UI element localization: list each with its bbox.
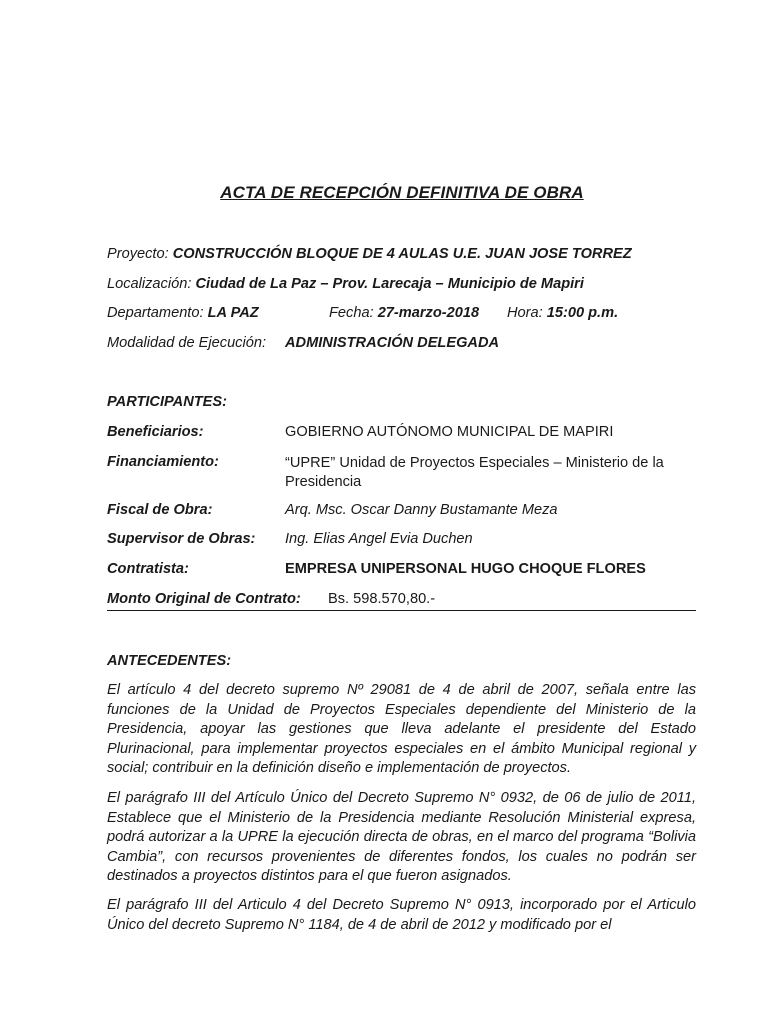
supervisor-value: Ing. Elias Angel Evia Duchen (285, 531, 473, 547)
supervisor-label: Supervisor de Obras: (107, 531, 256, 547)
fecha-field (329, 305, 479, 321)
participantes-heading: PARTICIPANTES: (107, 394, 227, 410)
departamento-label: Departamento: (107, 305, 204, 321)
document-title: ACTA DE RECEPCIÓN DEFINITIVA DE OBRA (220, 183, 584, 202)
proyecto-label: Proyecto: (107, 246, 169, 262)
proyecto-value: CONSTRUCCIÓN BLOQUE DE 4 AULAS U.E. JUAN JOSE TORREZ (172, 246, 632, 262)
fecha-label: Fecha: (329, 305, 374, 321)
fiscal-label: Fiscal de Obra: (107, 502, 213, 518)
localizacion-label: Localización: (107, 276, 192, 292)
localizacion-line (107, 276, 584, 292)
antecedentes-paragraph-3: El parágrafo III del Articulo 4 del Decreto Supremo N° 0913, incorporado por el Articulo Único del decreto Supremo N° 1184, de 4 de abril de 2012 y modificado por el (107, 897, 696, 933)
monto-value: Bs. 598.570,80.- (328, 591, 436, 607)
hora-label: Hora: (507, 305, 543, 321)
financiamiento-label: Financiamiento: (107, 454, 219, 470)
contratista-value: EMPRESA UNIPERSONAL HUGO CHOQUE FLORES (285, 561, 646, 577)
modalidad-label: Modalidad de Ejecución: (107, 335, 267, 351)
departamento-field (107, 305, 259, 321)
monto-label: Monto Original de Contrato: (107, 591, 301, 607)
antecedentes-heading: ANTECEDENTES: (107, 653, 232, 669)
proyecto-line (107, 246, 632, 262)
antecedentes-paragraph-1: El artículo 4 del decreto supremo Nº 29081 de 4 de abril de 2007, señala entre las funciones de la Unidad de Proyectos Especiales dependiente del Ministerio de la Presidencia, apoyar las gestiones que lleva adelante el presidente del Estado Plurinacional, para implementar proyectos especiales en el ámbito Municipal regional y social; contribuir en la definición diseño e implementación de proyectos. (107, 682, 696, 776)
beneficiarios-label: Beneficiarios: (107, 424, 204, 440)
financiamiento-value: “UPRE” Unidad de Proyectos Especiales – Ministerio de la Presidencia (285, 455, 664, 490)
localizacion-value: Ciudad de La Paz – Prov. Larecaja – Municipio de Mapiri (195, 276, 584, 292)
modalidad-value: ADMINISTRACIÓN DELEGADA (285, 335, 500, 351)
contratista-label: Contratista: (107, 561, 189, 577)
hora-value: 15:00 p.m. (546, 305, 619, 321)
departamento-value: LA PAZ (207, 305, 259, 321)
fecha-value: 27-marzo-2018 (377, 305, 480, 321)
beneficiarios-value: GOBIERNO AUTÓNOMO MUNICIPAL DE MAPIRI (285, 424, 614, 440)
fiscal-value: Arq. Msc. Oscar Danny Bustamante Meza (285, 502, 558, 518)
monto-row (107, 591, 696, 611)
antecedentes-paragraph-2: El parágrafo III del Artículo Único del Decreto Supremo N° 0932, de 06 de julio de 2011, Establece que el Ministerio de la Presidencia mediante Resolución Ministerial expresa, podrá autorizar a la UPRE la ejecución directa de obras, en el marco del programa “Bolivia Cambia”, con recursos provenientes de diferentes fondos, los cuales no podrán ser destinados a proyectos distintos para el que fueron asignados. (107, 790, 696, 884)
hora-field (507, 305, 618, 321)
